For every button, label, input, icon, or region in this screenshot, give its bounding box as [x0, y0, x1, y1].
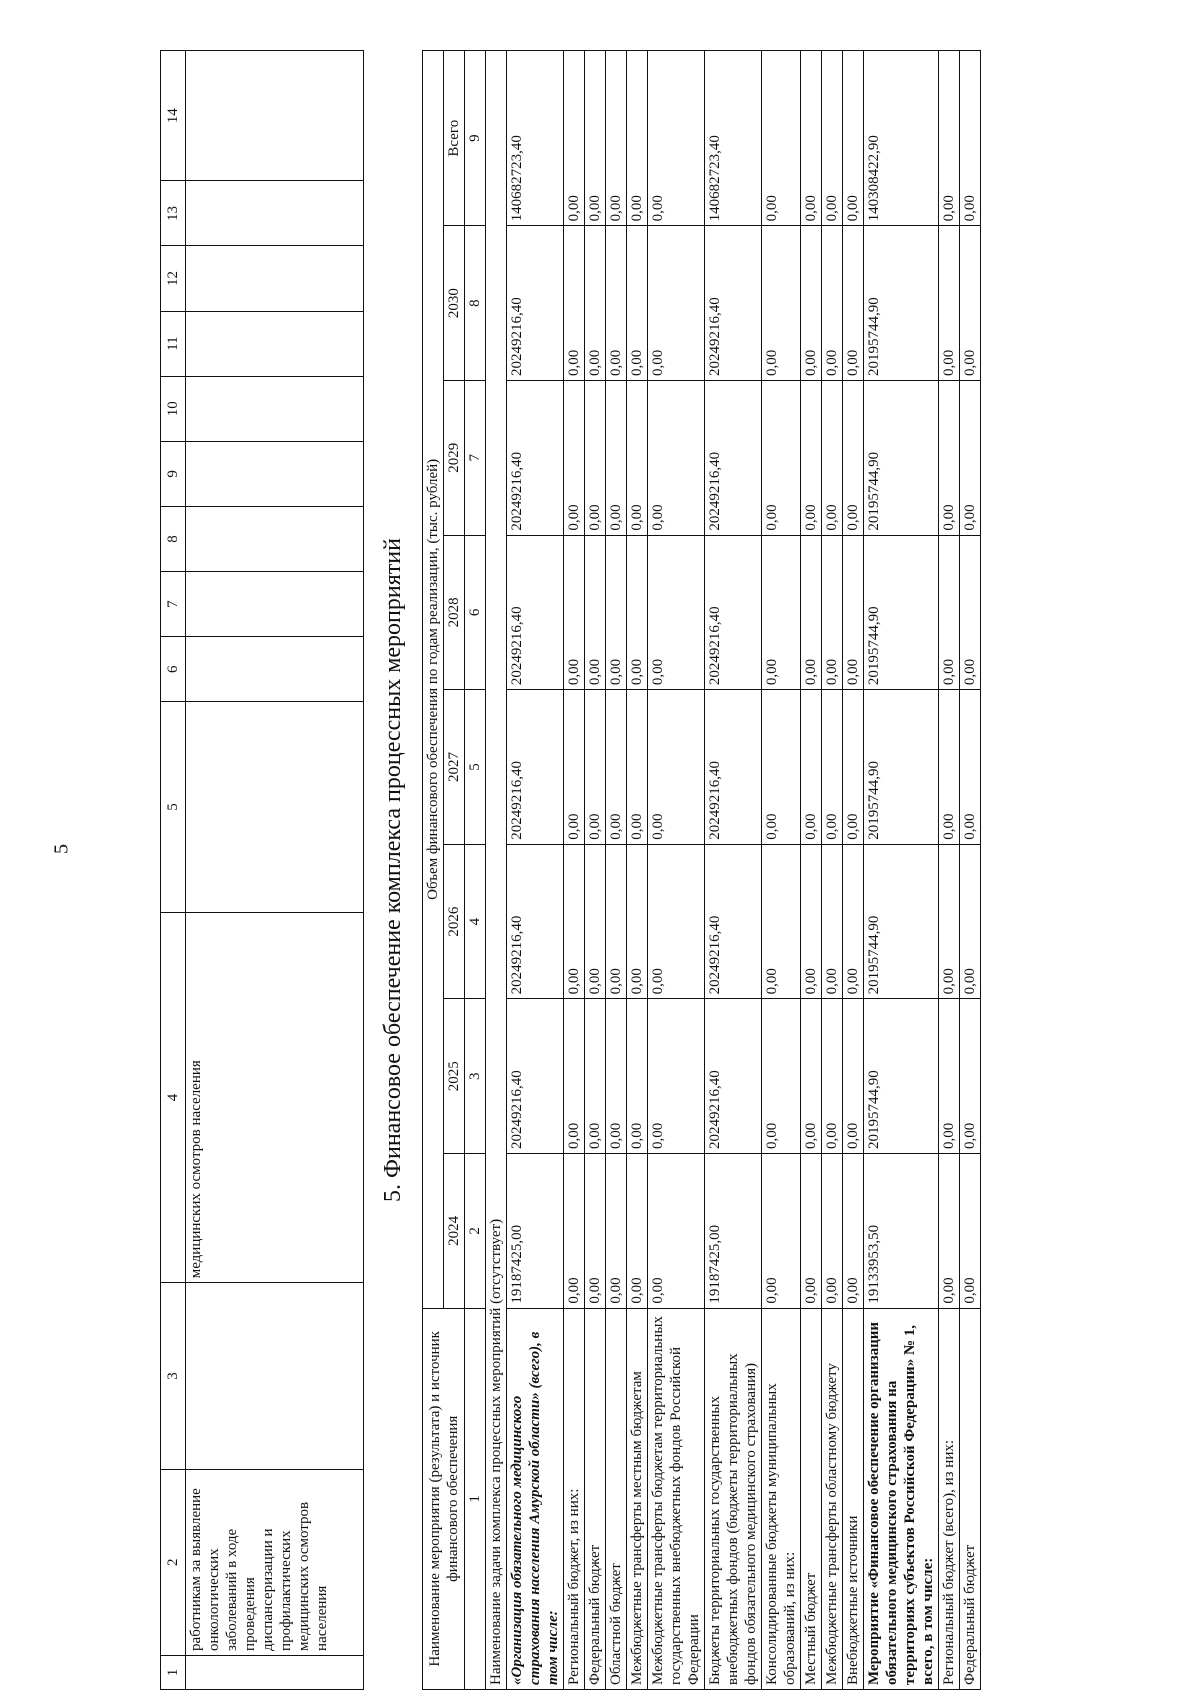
year-header: 2028 [444, 535, 465, 690]
source-label: Внебюджетные источники [843, 1308, 864, 1689]
value-cell: 19133953,50 [864, 1154, 939, 1309]
total-cell: 0,00 [843, 51, 864, 226]
value-cell: 0,00 [843, 380, 864, 535]
value-cell: 0,00 [939, 844, 960, 999]
value-cell: 0,00 [648, 844, 705, 999]
total-cell: 0,00 [801, 51, 822, 226]
value-cell: 20249216,40 [705, 844, 762, 999]
value-cell: 19187425,00 [705, 1154, 762, 1309]
col-number: 4 [465, 844, 486, 999]
value-cell: 0,00 [648, 1154, 705, 1309]
upper-cell [186, 702, 364, 912]
value-cell: 0,00 [648, 535, 705, 690]
upper-col-header: 3 [161, 1283, 186, 1469]
year-header: 2025 [444, 999, 465, 1154]
table-row [939, 51, 960, 1690]
year-header: 2027 [444, 690, 465, 845]
source-label: Консолидированные бюджеты муниципальных образований, из них: [762, 1308, 801, 1689]
source-label: Межбюджетные трансферты бюджетам территориальных государственных внебюджетных фондов Российской Федерации [648, 1308, 705, 1689]
value-cell: 0,00 [606, 690, 627, 845]
upper-col-header: 9 [161, 441, 186, 506]
finance-header-col-numbers [465, 51, 486, 1690]
value-cell: 0,00 [762, 690, 801, 845]
finance-header-row-1 [423, 51, 444, 1690]
value-cell: 0,00 [801, 226, 822, 381]
value-cell: 0,00 [585, 226, 606, 381]
source-label: Межбюджетные трансферты местным бюджетам [627, 1308, 648, 1689]
source-label: «Организация обязательного медицинского страхования населения Амурской области» (всего), в том числе: [507, 1308, 564, 1689]
value-cell: 0,00 [822, 999, 843, 1154]
col-number: 2 [465, 1154, 486, 1309]
total-cell: 0,00 [762, 51, 801, 226]
total-cell: 140308422,90 [864, 51, 939, 226]
value-cell: 0,00 [564, 535, 585, 690]
value-cell: 0,00 [564, 999, 585, 1154]
volume-header: Объем финансового обеспечения по годам реализации, (тыс. рублей) [423, 51, 444, 1309]
value-cell: 0,00 [585, 535, 606, 690]
upper-col-header: 4 [161, 912, 186, 1283]
finance-table-body [486, 51, 981, 1690]
value-cell: 0,00 [564, 380, 585, 535]
value-cell: 0,00 [606, 226, 627, 381]
value-cell: 0,00 [627, 690, 648, 845]
value-cell: 0,00 [939, 690, 960, 845]
upper-col-header: 14 [161, 51, 186, 181]
year-header: 2026 [444, 844, 465, 999]
value-cell: 20249216,40 [705, 380, 762, 535]
value-cell: 0,00 [564, 226, 585, 381]
value-cell: 0,00 [960, 226, 981, 381]
value-cell: 0,00 [762, 1154, 801, 1309]
source-label: Бюджеты территориальных государственных внебюджетных фондов (бюджеты территориальных фондов обязательного медицинского страхования) [705, 1308, 762, 1689]
value-cell: 0,00 [627, 380, 648, 535]
value-cell: 0,00 [762, 535, 801, 690]
task-row [486, 51, 507, 1690]
table-row [507, 51, 564, 1690]
landscape-content [160, 40, 1200, 1690]
col-number: 7 [465, 380, 486, 535]
upper-table-row [186, 51, 364, 1690]
value-cell: 0,00 [801, 535, 822, 690]
year-header: 2029 [444, 380, 465, 535]
value-cell: 0,00 [960, 380, 981, 535]
total-cell: 140682723,40 [507, 51, 564, 226]
upper-cell: медицинских осмотров населения [186, 912, 364, 1283]
value-cell: 0,00 [939, 1154, 960, 1309]
upper-col-header: 8 [161, 506, 186, 571]
total-cell: 0,00 [627, 51, 648, 226]
value-cell: 0,00 [606, 999, 627, 1154]
value-cell: 0,00 [939, 226, 960, 381]
value-cell: 0,00 [801, 844, 822, 999]
upper-cell [186, 181, 364, 246]
value-cell: 20195744,90 [864, 535, 939, 690]
upper-col-header: 6 [161, 637, 186, 702]
table-row [627, 51, 648, 1690]
value-cell: 20195744,90 [864, 690, 939, 845]
table-row [864, 51, 939, 1690]
upper-cell [186, 376, 364, 441]
table-row [822, 51, 843, 1690]
value-cell: 0,00 [822, 690, 843, 845]
value-cell: 0,00 [762, 226, 801, 381]
table-row [564, 51, 585, 1690]
value-cell: 20249216,40 [705, 690, 762, 845]
value-cell: 20249216,40 [507, 999, 564, 1154]
table-row [843, 51, 864, 1690]
value-cell: 0,00 [801, 999, 822, 1154]
value-cell: 20195744,90 [864, 226, 939, 381]
value-cell: 0,00 [627, 226, 648, 381]
upper-col-header: 13 [161, 181, 186, 246]
value-cell: 20195744,90 [864, 844, 939, 999]
value-cell: 0,00 [939, 380, 960, 535]
value-cell: 0,00 [822, 844, 843, 999]
value-cell: 0,00 [822, 380, 843, 535]
value-cell: 0,00 [801, 690, 822, 845]
section-title: 5. Финансовое обеспечение комплекса процессных мероприятий [380, 538, 406, 1202]
total-cell: 0,00 [648, 51, 705, 226]
table-row [648, 51, 705, 1690]
value-cell: 0,00 [564, 690, 585, 845]
upper-cell [186, 1655, 364, 1689]
value-cell: 0,00 [843, 535, 864, 690]
upper-cell [186, 1283, 364, 1469]
source-label: Областной бюджет [606, 1308, 627, 1689]
col-number: 1 [465, 1308, 486, 1689]
value-cell: 0,00 [960, 690, 981, 845]
table-row [801, 51, 822, 1690]
value-cell: 0,00 [939, 999, 960, 1154]
value-cell: 0,00 [627, 1154, 648, 1309]
value-cell: 19187425,00 [507, 1154, 564, 1309]
source-label: Региональный бюджет, из них: [564, 1308, 585, 1689]
value-cell: 0,00 [960, 844, 981, 999]
value-cell: 0,00 [648, 226, 705, 381]
value-cell: 0,00 [960, 535, 981, 690]
upper-col-header: 1 [161, 1655, 186, 1689]
upper-cell [186, 51, 364, 181]
value-cell: 0,00 [627, 535, 648, 690]
value-cell: 0,00 [960, 1154, 981, 1309]
finance-table [422, 50, 981, 1690]
value-cell: 0,00 [843, 999, 864, 1154]
value-cell: 0,00 [564, 844, 585, 999]
name-source-header: Наименование мероприятия (результата) и источник финансового обеспечения [423, 1308, 465, 1689]
upper-cell [186, 637, 364, 702]
table-row [585, 51, 606, 1690]
value-cell: 0,00 [843, 844, 864, 999]
source-label: Федеральный бюджет [960, 1308, 981, 1689]
upper-cell [186, 572, 364, 637]
upper-col-header: 10 [161, 376, 186, 441]
value-cell: 20249216,40 [507, 226, 564, 381]
value-cell: 0,00 [939, 535, 960, 690]
source-label: Мероприятие «Финансовое обеспечение организации обязательного медицинского страхования на территориях субъектов Российской Федерации» № 1, всего, в том числе: [864, 1308, 939, 1689]
value-cell: 20249216,40 [507, 535, 564, 690]
col-number: 9 [465, 51, 486, 226]
value-cell: 0,00 [801, 1154, 822, 1309]
source-label: Федеральный бюджет [585, 1308, 606, 1689]
value-cell: 0,00 [960, 999, 981, 1154]
upper-table-header-row [161, 51, 186, 1690]
upper-cell [186, 441, 364, 506]
source-label: Местный бюджет [801, 1308, 822, 1689]
col-number: 6 [465, 535, 486, 690]
col-number: 8 [465, 226, 486, 381]
value-cell: 0,00 [606, 380, 627, 535]
value-cell: 20249216,40 [507, 380, 564, 535]
value-cell: 0,00 [822, 535, 843, 690]
value-cell: 20195744,90 [864, 999, 939, 1154]
total-header: Всего [444, 51, 465, 226]
total-cell: 0,00 [960, 51, 981, 226]
upper-col-header: 2 [161, 1469, 186, 1655]
total-cell: 0,00 [939, 51, 960, 226]
col-number: 5 [465, 690, 486, 845]
value-cell: 0,00 [606, 1154, 627, 1309]
table-row [705, 51, 762, 1690]
value-cell: 0,00 [606, 535, 627, 690]
value-cell: 20195744,90 [864, 380, 939, 535]
value-cell: 20249216,40 [705, 999, 762, 1154]
value-cell: 0,00 [648, 690, 705, 845]
value-cell: 20249216,40 [705, 535, 762, 690]
value-cell: 0,00 [585, 844, 606, 999]
upper-cell [186, 311, 364, 376]
value-cell: 20249216,40 [507, 844, 564, 999]
value-cell: 0,00 [627, 844, 648, 999]
upper-col-header: 5 [161, 702, 186, 912]
table-row [606, 51, 627, 1690]
value-cell: 0,00 [843, 1154, 864, 1309]
year-header: 2030 [444, 226, 465, 381]
total-cell: 0,00 [585, 51, 606, 226]
value-cell: 0,00 [762, 380, 801, 535]
total-cell: 140682723,40 [705, 51, 762, 226]
value-cell: 20249216,40 [507, 690, 564, 845]
value-cell: 0,00 [801, 380, 822, 535]
value-cell: 0,00 [627, 999, 648, 1154]
value-cell: 20249216,40 [705, 226, 762, 381]
upper-table [160, 50, 364, 1690]
value-cell: 0,00 [843, 226, 864, 381]
total-cell: 0,00 [606, 51, 627, 226]
value-cell: 0,00 [762, 999, 801, 1154]
total-cell: 0,00 [822, 51, 843, 226]
upper-cell [186, 246, 364, 311]
value-cell: 0,00 [843, 690, 864, 845]
year-header: 2024 [444, 1154, 465, 1309]
value-cell: 0,00 [762, 844, 801, 999]
page-number: 5 [50, 844, 73, 854]
value-cell: 0,00 [585, 999, 606, 1154]
task-name-cell: Наименование задачи комплекса процессных мероприятий (отсутствует) [486, 51, 507, 1690]
value-cell: 0,00 [822, 226, 843, 381]
upper-cell: работникам за выявление онкологических заболеваний в ходе проведения диспансеризации и профилактических медицинских осмотров населения [186, 1469, 364, 1655]
source-label: Межбюджетные трансферты областному бюджету [822, 1308, 843, 1689]
value-cell: 0,00 [585, 1154, 606, 1309]
value-cell: 0,00 [564, 1154, 585, 1309]
table-row [960, 51, 981, 1690]
value-cell: 0,00 [648, 999, 705, 1154]
table-row [762, 51, 801, 1690]
value-cell: 0,00 [822, 1154, 843, 1309]
upper-cell [186, 506, 364, 571]
value-cell: 0,00 [585, 690, 606, 845]
col-number: 3 [465, 999, 486, 1154]
value-cell: 0,00 [648, 380, 705, 535]
value-cell: 0,00 [606, 844, 627, 999]
source-label: Региональный бюджет (всего), из них: [939, 1308, 960, 1689]
upper-col-header: 12 [161, 246, 186, 311]
total-cell: 0,00 [564, 51, 585, 226]
value-cell: 0,00 [585, 380, 606, 535]
upper-col-header: 7 [161, 572, 186, 637]
upper-col-header: 11 [161, 311, 186, 376]
